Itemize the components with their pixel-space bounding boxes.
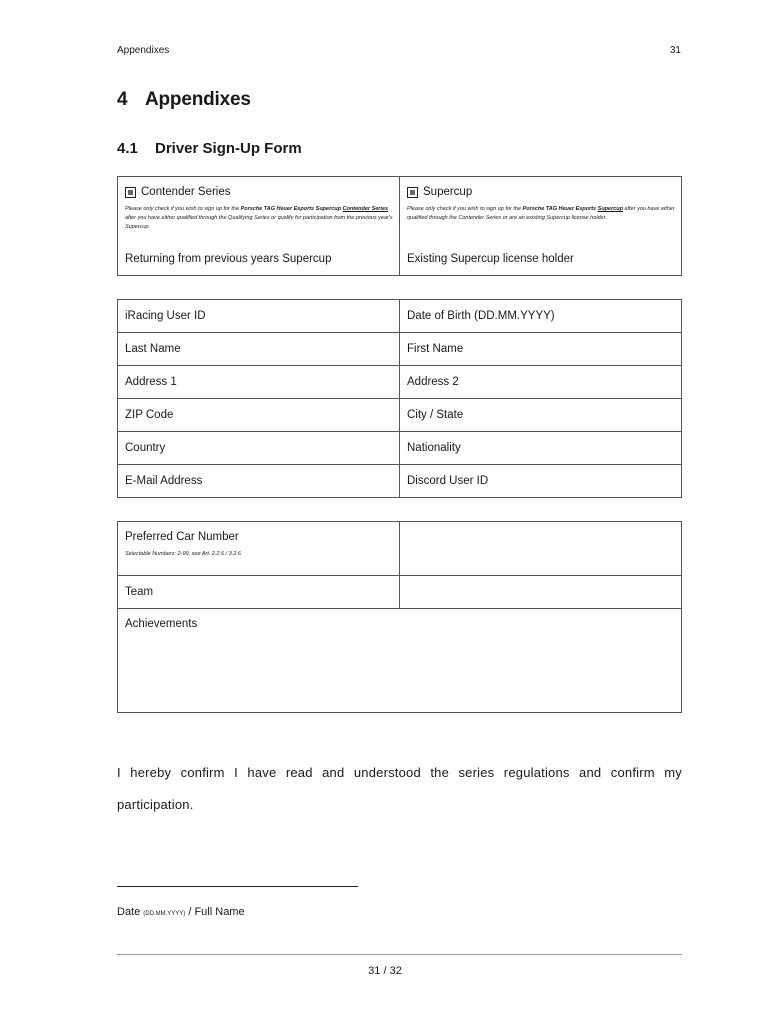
additional-info-table — [117, 521, 682, 713]
running-header-page: 31 — [669, 45, 681, 56]
section-title: Appendixes — [145, 89, 251, 110]
supercup-license-option: Existing Supercup license holder — [407, 253, 574, 265]
personal-data-table — [117, 299, 682, 498]
field-discord-id[interactable]: Discord User ID — [400, 465, 682, 498]
signature-line[interactable] — [117, 886, 358, 887]
subsection-number: 4.1 — [117, 140, 138, 157]
field-city-state[interactable]: City / State — [400, 399, 682, 432]
subsection-title: Driver Sign-Up Form — [155, 140, 302, 157]
achievements-label: Achievements — [125, 618, 198, 630]
car-number-label: Preferred Car Number — [125, 531, 239, 543]
supercup-checkbox-icon[interactable] — [407, 187, 418, 198]
achievements-field[interactable] — [118, 609, 682, 713]
contender-series-cell — [118, 177, 400, 276]
contender-series-label: Contender Series — [141, 186, 231, 198]
field-country[interactable]: Country — [118, 432, 400, 465]
supercup-cell — [400, 177, 682, 276]
field-first-name[interactable]: First Name — [400, 333, 682, 366]
section-heading — [117, 89, 251, 111]
subsection-heading — [117, 140, 302, 157]
car-number-note: Selectable Numbers: 2-99, see Art. 2.2.6 / 3.2.6 — [125, 551, 241, 557]
section-number: 4 — [117, 89, 128, 110]
supercup-label: Supercup — [423, 186, 473, 198]
supercup-option[interactable] — [407, 186, 681, 198]
team-input[interactable] — [400, 576, 682, 609]
car-number-label-cell — [118, 522, 400, 576]
field-last-name[interactable]: Last Name — [118, 333, 400, 366]
running-header-section: Appendixes — [117, 45, 170, 56]
footer-divider — [117, 954, 682, 955]
page-counter: 31 / 32 — [368, 965, 402, 977]
field-nationality[interactable]: Nationality — [400, 432, 682, 465]
contender-returning-option: Returning from previous years Supercup — [125, 253, 332, 265]
field-date-of-birth[interactable]: Date of Birth (DD.MM.YYYY) — [400, 300, 682, 333]
signature-label: Date (DD.MM.YYYY) / Full Name — [117, 906, 245, 918]
field-zip-code[interactable]: ZIP Code — [118, 399, 400, 432]
contender-series-note: Please only check if you wish to sign up for the Porsche TAG Heuer Esports Supercup Contender Series after you have either qualified through the Qualifying Series or qualify for participation from the previous year's Supercup. — [125, 206, 393, 230]
series-selection-table — [117, 176, 682, 276]
field-email[interactable]: E-Mail Address — [118, 465, 400, 498]
contender-series-option[interactable] — [125, 186, 399, 198]
car-number-input[interactable] — [400, 522, 682, 576]
field-address-2[interactable]: Address 2 — [400, 366, 682, 399]
field-address-1[interactable]: Address 1 — [118, 366, 400, 399]
confirmation-text: I hereby confirm I have read and understood the series regulations and confirm my participation. — [117, 765, 682, 812]
supercup-note: Please only check if you wish to sign up for the Porsche TAG Heuer Esports Supercup after you have either qualified through the Contender Series or are an existing Supercup license holder. — [407, 206, 675, 221]
contender-checkbox-icon[interactable] — [125, 187, 136, 198]
field-iracing-id[interactable]: iRacing User ID — [118, 300, 400, 333]
team-label: Team — [118, 576, 400, 609]
